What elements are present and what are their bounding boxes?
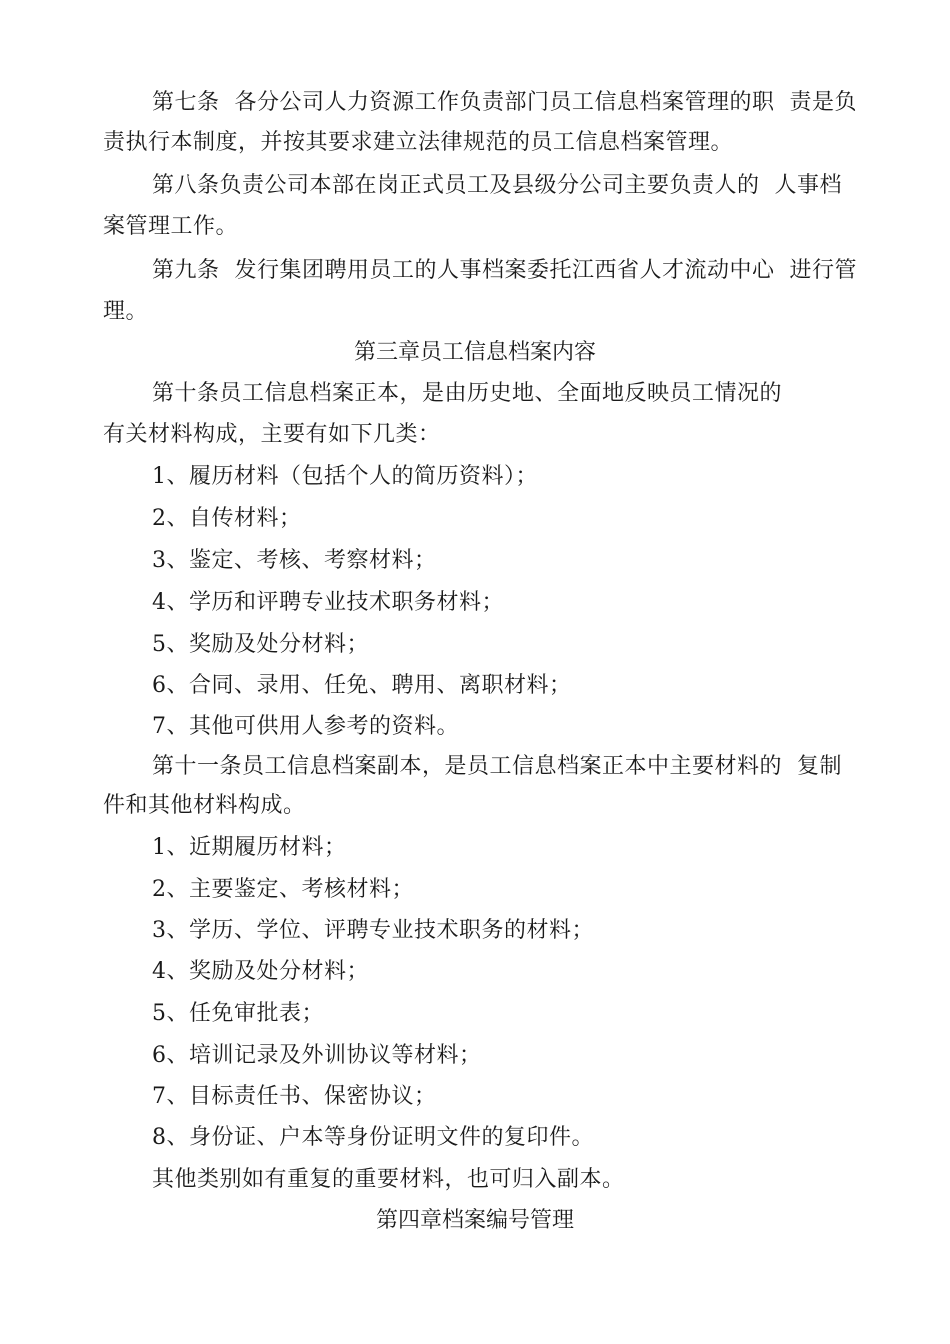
list-item: 4、奖励及处分材料； <box>152 959 369 984</box>
article-9-line-1: 第九条 发行集团聘用员工的人事档案委托江西省人才流动中心 进行管 <box>152 258 857 283</box>
list-item: 6、合同、录用、任免、聘用、离职材料； <box>152 673 572 698</box>
chapter-3-title: 第三章员工信息档案内容 <box>353 340 596 365</box>
article-11-note: 其他类别如有重复的重要材料，也可归入副本。 <box>152 1167 625 1192</box>
article-7-line-2: 责执行本制度，并按其要求建立法律规范的员工信息档案管理。 <box>103 130 734 155</box>
article-7-line-1: 第七条 各分公司人力资源工作负责部门员工信息档案管理的职 责是负 <box>152 90 857 115</box>
list-item: 4、学历和评聘专业技术职务材料； <box>152 590 504 615</box>
list-item: 7、其他可供用人参考的资料。 <box>152 714 459 739</box>
article-8-line-2: 案管理工作。 <box>103 214 239 239</box>
list-item: 2、主要鉴定、考核材料； <box>152 877 414 902</box>
list-item: 1、近期履历材料； <box>152 835 347 860</box>
list-item: 5、奖励及处分材料； <box>152 632 369 657</box>
article-10-line-1: 第十条员工信息档案正本，是由历史地、全面地反映员工情况的 <box>152 381 783 406</box>
list-item: 7、目标责任书、保密协议； <box>152 1084 437 1109</box>
list-item: 3、学历、学位、评聘专业技术职务的材料； <box>152 918 594 943</box>
article-11-line-1: 第十一条员工信息档案副本，是员工信息档案正本中主要材料的 复制 <box>152 754 842 779</box>
list-item: 5、任免审批表； <box>152 1001 324 1026</box>
list-item: 8、身份证、户本等身份证明文件的复印件。 <box>152 1125 594 1150</box>
article-11-line-2: 件和其他材料构成。 <box>103 793 306 818</box>
article-10-line-2: 有关材料构成，主要有如下几类： <box>103 422 441 447</box>
list-item: 3、鉴定、考核、考察材料； <box>152 548 437 573</box>
chapter-4-title: 第四章档案编号管理 <box>375 1208 574 1233</box>
article-8-line-1: 第八条负责公司本部在岗正式员工及县级分公司主要负责人的 人事档 <box>152 173 842 198</box>
list-item: 2、自传材料； <box>152 506 302 531</box>
article-9-line-2: 理。 <box>103 299 149 324</box>
list-item: 6、培训记录及外训协议等材料； <box>152 1043 482 1068</box>
list-item: 1、履历材料（包括个人的简历资料）； <box>152 464 538 489</box>
